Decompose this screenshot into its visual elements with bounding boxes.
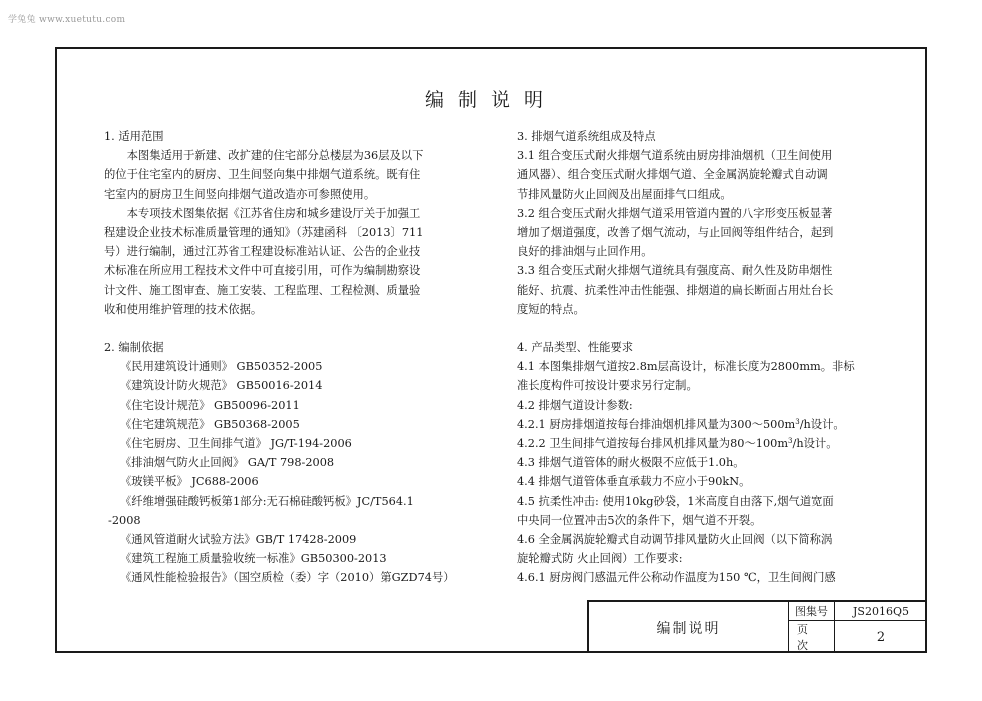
text-run: /h设计。 [799,417,845,431]
text-line: 中央同一位置冲击5次的条件下，烟气道不开裂。 [517,513,762,527]
text-line: 3.3 组合变压式耐火排烟气道统具有强度高、耐久性及防串烟性 [517,264,833,278]
title-block-name: 编制说明 [589,602,789,653]
text-line: 的位于住宅室内的厨房、卫生间竖向集中排烟气道系统。既有住 [104,168,421,182]
text-line: 4.5 抗柔性冲击: 使用10kg砂袋，1米高度自由落下,烟气道宽面 [517,494,834,508]
title-block [587,600,927,653]
reference-item: 《玻镁平板》 JC688-2006 [120,475,259,489]
text-line: 计文件、施工图审查、施工安装、工程监理、工程检测、质量验 [104,283,421,297]
superscript: 3 [795,417,800,426]
text-line: 号）进行编制，通过江苏省工程建设标准站认证、公告的企业技 [104,245,421,259]
text-line: 4.1 本图集排烟气道按2.8m层高设计，标准长度为2800mm。非标 [517,360,855,374]
atlas-number-value: JS2016Q5 [835,602,927,621]
reference-item: 《建筑工程施工质量验收统一标准》GB50300-2013 [120,552,387,566]
page-title: 编制说明 [424,89,557,111]
text-line: 3.2 组合变压式耐火排烟气道采用管道内置的八字形变压板显著 [517,206,833,220]
text-line: 3.1 组合变压式耐火排烟气道系统由厨房排油烟机（卫生间使用 [517,149,833,163]
text-line: 4.6 全金属涡旋轮瓣式自动调节排风量防火止回阀（以下简称涡 [517,533,833,547]
text-line: 本图集适用于新建、改扩建的住宅部分总楼层为36层及以下 [126,149,424,163]
section-heading-4: 4. 产品类型、性能要求 [517,341,634,355]
text-run: 4.2.1 厨房排烟道按每台排油烟机排风量为300～500m [517,417,796,431]
atlas-number-label: 图集号 [789,602,835,621]
reference-item: 《排油烟气防火止回阀》 GA/T 798-2008 [120,456,335,470]
superscript: 3 [788,437,793,446]
text-line: 宅室内的厨房卫生间竖向排烟气道改造亦可参照使用。 [104,187,376,201]
text-line: 节排风量防火止回阀及出屋面排气口组成。 [517,187,732,201]
right-column [517,127,887,588]
page-label: 页次 [789,621,835,653]
spacer [517,319,887,338]
reference-item: 《住宅设计规范》 GB50096-2011 [120,398,300,412]
text-line: 通风器）、组合变压式耐火排烟气道、全金属涡旋轮瓣式自动调 [517,168,828,182]
section-heading-2: 2. 编制依据 [104,341,164,355]
text-line: 4.2 排烟气道设计参数: [517,398,633,412]
text-line: 准长度构件可按设计要求另行定制。 [517,379,698,393]
text-line: 度短的特点。 [517,302,585,316]
text-line [517,415,887,434]
text-line: 程建设企业技术标准质量管理的通知》（苏建函科 〔2013〕711 [104,226,424,240]
text-line: 良好的排油烟与止回作用。 [517,245,653,259]
paragraph-1-1 [104,146,476,165]
reference-item: 《通风性能检验报告》（国空质检（委）字（2010）第GZD74号） [120,571,455,585]
text-line: 术标准在所应用工程技术文件中可直接引用，可作为编制勘察设 [104,264,421,278]
reference-item-continued: -2008 [108,513,141,527]
text-line: 本专项技术图集依据《江苏省住房和城乡建设厅关于加强工 [126,206,421,220]
paragraph-1-2 [104,204,476,223]
text-line: 4.3 排烟气道管体的耐火极限不应低于1.0h。 [517,456,745,470]
text-line: 增加了烟道强度，改善了烟气流动，与止回阀等组件结合，起到 [517,226,834,240]
page-number: 2 [876,629,886,645]
reference-item: 《通风管道耐火试验方法》GB/T 17428-2009 [120,533,357,547]
text-run: /h设计。 [792,437,838,451]
spacer [104,319,476,338]
text-line: 能好、抗震、抗柔性冲击性能强、排烟道的扁长断面占用灶台长 [517,283,834,297]
text-run: 4.2.2 卫生间排气道按每台排风机排风量为80～100m [517,437,789,451]
text-line: 4.4 排烟气道管体垂直承载力不应小于90kN。 [517,475,751,489]
reference-item: 《纤维增强硅酸钙板第1部分:无石棉硅酸钙板》JC/T564.1 [120,494,414,508]
text-line: 旋轮瓣式防 火止回阀）工作要求: [517,552,683,566]
reference-item: 《住宅厨房、卫生间排气道》 JG/T-194-2006 [120,437,352,451]
reference-item: 《建筑设计防火规范》 GB50016-2014 [120,379,323,393]
section-heading-1: 1. 适用范围 [104,130,164,143]
text-line: 收和使用维护管理的技术依据。 [104,302,263,316]
reference-item: 《民用建筑设计通则》 GB50352-2005 [120,360,323,374]
text-line: 4.6.1 厨房阀门感温元件公称动作温度为150 ℃，卫生间阀门感 [517,571,836,585]
left-column [104,127,476,588]
drawing-frame [55,47,927,653]
watermark: 学兔兔 www.xuetutu.com [8,15,126,25]
section-heading-3: 3. 排烟气道系统组成及特点 [517,130,656,143]
reference-item: 《住宅建筑规范》 GB50368-2005 [120,417,300,431]
text-line [517,434,887,453]
